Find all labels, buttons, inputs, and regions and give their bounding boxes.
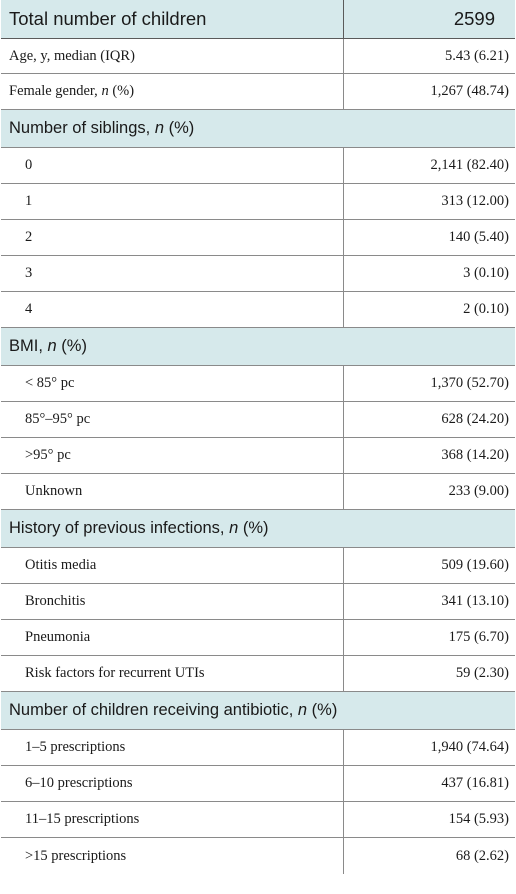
row-value: 341 (13.10) xyxy=(343,584,515,619)
row-value: 313 (12.00) xyxy=(343,184,515,219)
table-row xyxy=(1,220,515,256)
row-value: 628 (24.20) xyxy=(343,402,515,437)
row-label: >95° pc xyxy=(25,447,71,463)
row-label: Unknown xyxy=(25,483,83,499)
row-label: 3 xyxy=(25,265,33,281)
table-row xyxy=(1,402,515,438)
table-row xyxy=(1,766,515,802)
table-row xyxy=(1,656,515,692)
table-row xyxy=(1,838,515,874)
row-label: Bronchitis xyxy=(25,593,86,609)
row-label: < 85° pc xyxy=(25,375,75,391)
table-row xyxy=(1,474,515,510)
row-label: 1–5 prescriptions xyxy=(25,739,126,755)
table-row xyxy=(1,256,515,292)
table-row xyxy=(1,730,515,766)
section-title: History of previous infections, n (%) xyxy=(9,519,269,537)
row-label: 11–15 prescriptions xyxy=(25,811,140,827)
row-value: 2,141 (82.40) xyxy=(343,148,515,183)
table-row xyxy=(1,802,515,838)
row-label: Pneumonia xyxy=(25,629,91,645)
table-row xyxy=(1,548,515,584)
row-label: Age, y, median (IQR) xyxy=(9,47,135,64)
row-value: 509 (19.60) xyxy=(343,548,515,583)
row-label: 4 xyxy=(25,301,33,317)
section-header-siblings xyxy=(1,110,515,148)
row-label: Female gender, n (%) xyxy=(9,83,135,99)
row-value: 1,370 (52.70) xyxy=(343,366,515,401)
row-label: 1 xyxy=(25,193,33,209)
row-value: 233 (9.00) xyxy=(343,474,515,509)
table-row xyxy=(1,148,515,184)
table-row xyxy=(1,366,515,402)
row-label: 0 xyxy=(25,157,33,173)
header-label: Total number of children xyxy=(9,8,207,29)
row-value: 1,267 (48.74) xyxy=(343,74,515,109)
row-value: 154 (5.93) xyxy=(343,802,515,837)
row-value: 368 (14.20) xyxy=(343,438,515,473)
row-value: 2 (0.10) xyxy=(343,292,515,327)
row-value: 175 (6.70) xyxy=(343,620,515,655)
row-label: 2 xyxy=(25,229,33,245)
table-row xyxy=(1,584,515,620)
table-row-female-gender xyxy=(1,74,515,110)
row-value: 3 (0.10) xyxy=(343,256,515,291)
row-value: 1,940 (74.64) xyxy=(343,730,515,765)
characteristics-table xyxy=(1,0,515,874)
section-header-bmi xyxy=(1,328,515,366)
section-title: BMI, n (%) xyxy=(9,337,87,355)
table-row xyxy=(1,438,515,474)
row-label: 6–10 prescriptions xyxy=(25,775,133,791)
row-label: 85°–95° pc xyxy=(25,411,91,427)
section-title: Number of children receiving antibiotic, n (%) xyxy=(9,701,338,719)
table-row xyxy=(1,184,515,220)
section-header-antibiotics xyxy=(1,692,515,730)
row-label: Risk factors for recurrent UTIs xyxy=(25,665,205,681)
table-row xyxy=(1,292,515,328)
header-value: 2599 xyxy=(343,0,515,38)
row-value: 437 (16.81) xyxy=(343,766,515,801)
row-label: Otitis media xyxy=(25,557,97,573)
section-header-infections xyxy=(1,510,515,548)
table-row-age xyxy=(1,39,515,74)
section-title: Number of siblings, n (%) xyxy=(9,119,195,137)
row-value: 5.43 (6.21) xyxy=(343,39,515,73)
row-label: >15 prescriptions xyxy=(25,847,127,864)
table-row xyxy=(1,620,515,656)
table-header-row xyxy=(1,0,515,39)
row-value: 59 (2.30) xyxy=(343,656,515,691)
row-value: 140 (5.40) xyxy=(343,220,515,255)
row-value: 68 (2.62) xyxy=(343,838,515,874)
